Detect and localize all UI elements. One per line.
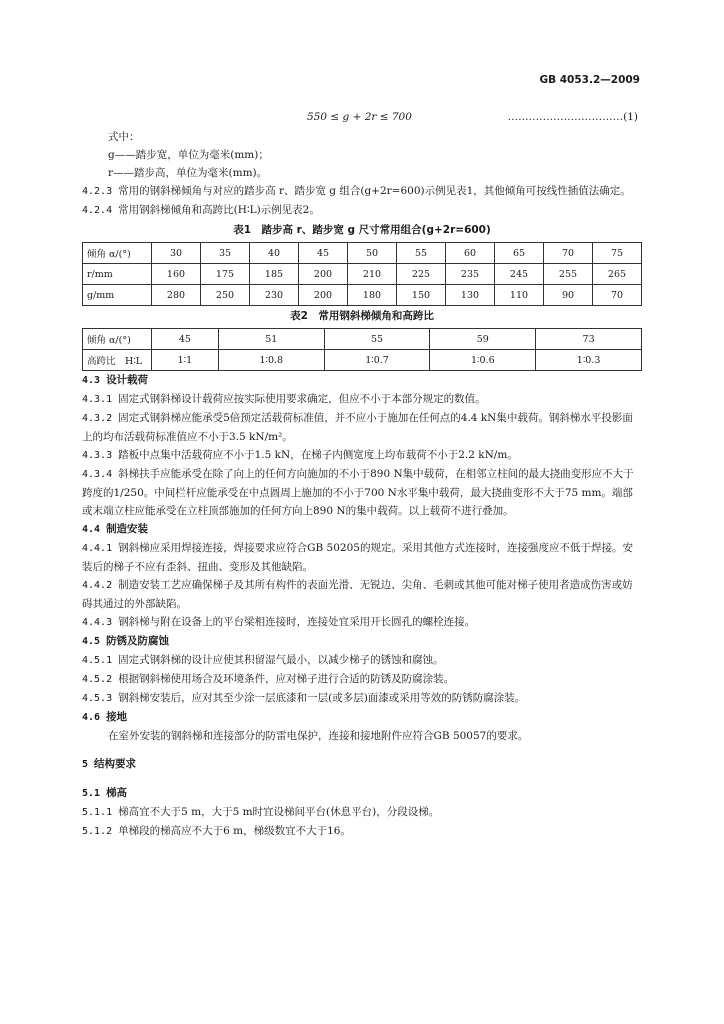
clause-4-3-4: 4.3.4 斜梯扶手应能承受在除了向上的任何方向施加的不小于890 N集中载荷，在相邻立柱间的最大挠曲变形应不大于跨度的1/250。中间栏杆应能承受在中点圆周上施加的不小于700 N水平集中载荷，最大挠曲变形不大于75 mm。端部或末端立柱应能承受在立柱顶部施加的任何方向上890 N的集中载荷。以上载荷不进行叠加。 [82,468,634,517]
table-row: 倾角 α/(°) 30 35 40 45 50 55 60 65 70 75 [83,243,642,264]
clause-4-5-1: 4.5.1 固定式钢斜梯的设计应使其积留湿气最小，以减少梯子的锈蚀和腐蚀。 [82,654,444,666]
table-row: r/mm 160 175 185 200 210 225 235 245 255 265 [83,264,642,285]
clause-4-4-1: 4.4.1 钢斜梯应采用焊接连接，焊接要求应符合GB 50205的规定。采用其他方式连接时，连接强度应不低于焊接。安装后的梯子不应有歪斜、扭曲、变形及其他缺陷。 [82,542,633,573]
document-body [82,128,642,841]
clause-5-1-1: 5.1.1 梯高宜不大于5 m，大于5 m时宜设梯间平台(休息平台)，分段设梯。 [82,806,440,818]
equation-formula: 550 ≤ g + 2r ≤ 700 [307,111,412,123]
equation-line [0,111,724,125]
clause-4-2-3: 4.2.3 常用的钢斜梯倾角与对应的踏步高 r、踏步宽 g 组合(g+2r=600)示例见表1，其他倾角可按线性插值法确定。 [82,185,631,197]
section-4-6-heading: 4.6 接地 [82,711,128,723]
r-definition: r——踏步高，单位为毫米(mm)。 [108,167,268,179]
table-row: 高跨比 H∶L 1∶1 1∶0.8 1∶0.7 1∶0.6 1∶0.3 [83,350,642,371]
equation-number: ……………………………(1) [507,111,638,123]
clause-4-3-1: 4.3.1 固定式钢斜梯设计载荷应按实际使用要求确定，但应不小于本部分规定的数值。 [82,393,486,405]
clause-4-6-body: 在室外安装的钢斜梯和连接部分的防雷电保护，连接和接地附件应符合GB 50057的要求。 [108,730,529,742]
section-4-5-heading: 4.5 防锈及防腐蚀 [82,635,170,647]
table1 [82,242,642,306]
table-row: 倾角 α/(°) 45 51 55 59 73 [83,329,642,350]
chapter-5-heading: 5 结构要求 [82,758,137,770]
table2-caption: 表2 常用钢斜梯倾角和高跨比 [290,310,434,322]
where-intro: 式中： [108,131,140,143]
clause-5-1-2: 5.1.2 单梯段的梯高应不大于6 m，梯级数宜不大于16。 [82,825,351,837]
clause-4-5-2: 4.5.2 根据钢斜梯使用场合及环境条件，应对梯子进行合适的防锈及防腐涂装。 [82,673,455,685]
section-4-4-heading: 4.4 制造安装 [82,523,149,535]
clause-4-3-3: 4.3.3 踏板中点集中活载荷应不小于1.5 kN，在梯子内侧宽度上均布载荷不小于2.2 kN/m。 [82,449,518,461]
clause-4-5-3: 4.5.3 钢斜梯安装后，应对其至少涂一层底漆和一层(或多层)面漆或采用等效的防锈防腐涂装。 [82,692,526,704]
standard-number: GB 4053.2—2009 [539,74,640,86]
g-definition: g——踏步宽，单位为毫米(mm)； [108,149,269,161]
clause-4-2-4: 4.2.4 常用钢斜梯倾角和高跨比(H∶L)示例见表2。 [82,204,320,216]
table2 [82,328,642,371]
clause-4-4-2: 4.4.2 制造安装工艺应确保梯子及其所有构件的表面光滑、无锐边、尖角、毛刺或其他可能对梯子使用者造成伤害或妨碍其通过的外部缺陷。 [82,579,633,610]
table1-caption: 表1 踏步高 r、踏步宽 g 尺寸常用组合(g+2r=600) [233,224,491,236]
section-4-3-heading: 4.3 设计载荷 [82,374,149,386]
section-5-1-heading: 5.1 梯高 [82,787,128,799]
clause-4-4-3: 4.4.3 钢斜梯与附在设备上的平台梁相连接时，连接处宜采用开长圆孔的螺栓连接。 [82,616,476,628]
clause-4-3-2: 4.3.2 固定式钢斜梯应能承受5倍预定活载荷标准值，并不应小于施加在任何点的4.4 kN集中载荷。钢斜梯水平投影面上的均布活载荷标准值应不小于3.5 kN/m²。 [82,412,633,443]
table-row: g/mm 280 250 230 200 180 150 130 110 90 70 [83,285,642,306]
